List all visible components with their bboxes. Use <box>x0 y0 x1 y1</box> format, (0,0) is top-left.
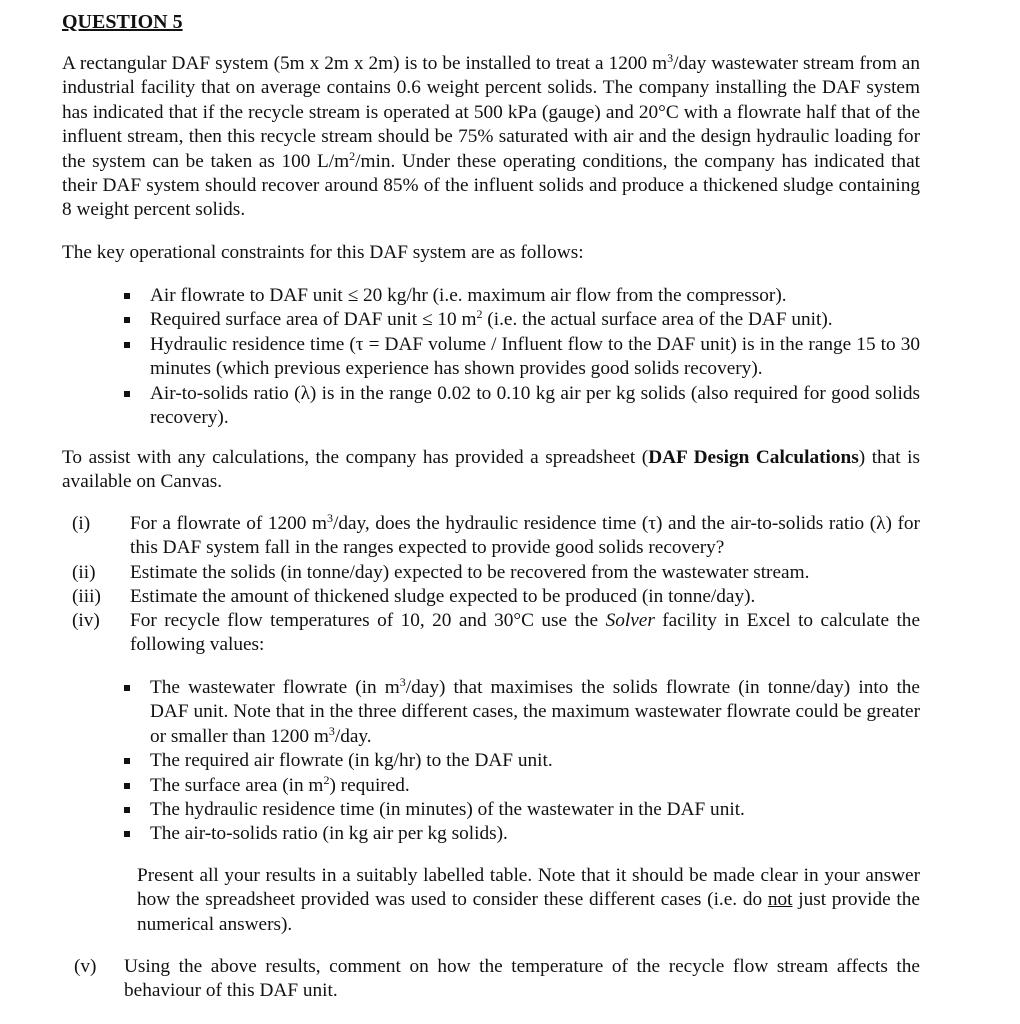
question-title: QUESTION 5 <box>62 11 183 33</box>
assist-paragraph: To assist with any calculations, the company has provided a spreadsheet (DAF Design Calculations) that is available on Canvas. <box>62 447 921 493</box>
iv-item-surface-area: The surface area (in $m^2$) required. <box>124 774 920 798</box>
part-v-number: (v) <box>74 956 97 977</box>
intro-paragraph: A rectangular DAF system (5m x 2m x 2m) is to be installed to treat a 1200 $m^3$/day wastewater stream from an industrial facility that on average contains 0.6 weight percent solids. The company installing the DAF system has indicated that if the recycle stream is operated at 500 kPa (gauge) and 20°C with a flowrate half that of the influent stream, then this recycle stream should be 75% saturated with air and the design hydraulic loading for the system can be taken as 100 $L/m^2/\min$. Under these operating conditions, the company has indicated that their DAF system should recover around 85% of the influent solids and produce a thickened sludge containing 8 weight percent solids. <box>62 51 920 221</box>
part-iv-list <box>124 676 920 847</box>
iv-item-wastewater-flowrate: The wastewater flowrate (in $m^3/day$) that maximises the solids flowrate (in tonne/day) into the DAF unit. Note that in the three different cases, the maximum wastewater flowrate could be greater or smaller than 1200 $m^3$/day. <box>124 676 920 749</box>
solver-term: Solver <box>605 610 655 631</box>
constraint-surface-area: Required surface area of DAF unit ≤ 10 $m^2$ (i.e. the actual surface area of the DAF unit). <box>124 308 920 332</box>
part-iii-number: (iii) <box>72 586 101 607</box>
part-ii-number: (ii) <box>72 562 96 583</box>
iv-item-residence-time: The hydraulic residence time (in minutes) of the wastewater in the DAF unit. <box>124 798 920 822</box>
part-i-text: For a flowrate of 1200 $m^3$/day, does the hydraulic residence time (τ) and the air-to-solids ratio (λ) for this DAF system fall in the ranges expected to provide good solids recovery? <box>130 511 920 559</box>
constraint-air-to-solids: Air-to-solids ratio (λ) is in the range 0.02 to 0.10 kg air per kg solids (also required for good solids recovery). <box>124 382 920 431</box>
part-v-text: Using the above results, comment on how the temperature of the recycle flow stream affects the behaviour of this DAF unit. <box>124 956 920 1002</box>
part-iii-text: Estimate the amount of thickened sludge expected to be produced (in tonne/day). <box>130 586 756 607</box>
spreadsheet-name: DAF Design Calculations <box>648 447 859 468</box>
constraint-air-flowrate: Air flowrate to DAF unit ≤ 20 kg/hr (i.e. maximum air flow from the compressor). <box>124 284 920 308</box>
part-iv-number: (iv) <box>72 610 100 631</box>
constraint-residence-time: Hydraulic residence time (τ = DAF volume / Influent flow to the DAF unit) is in the range 15 to 30 minutes (which previous experience has shown provides good solids recovery). <box>124 333 920 382</box>
iv-item-air-to-solids: The air-to-solids ratio (in kg air per kg solids). <box>124 822 920 846</box>
constraints-list <box>124 284 920 430</box>
emphasis-not: not <box>767 889 793 911</box>
present-paragraph: Present all your results in a suitably labelled table. Note that it should be made clear in your answer how the spreadsheet provided was used to consider these different cases (i.e. do not just provide the numerical answers). <box>137 865 920 935</box>
part-ii-text: Estimate the solids (in tonne/day) expected to be recovered from the wastewater stream. <box>130 562 810 583</box>
part-iv-text: For recycle flow temperatures of 10, 20 and 30°C use the Solver facility in Excel to calculate the following values: <box>130 610 920 656</box>
constraints-heading: The key operational constraints for this DAF system are as follows: <box>62 242 584 263</box>
part-i-number: (i) <box>72 513 91 534</box>
iv-item-air-flowrate: The required air flowrate (in kg/hr) to the DAF unit. <box>124 749 920 773</box>
